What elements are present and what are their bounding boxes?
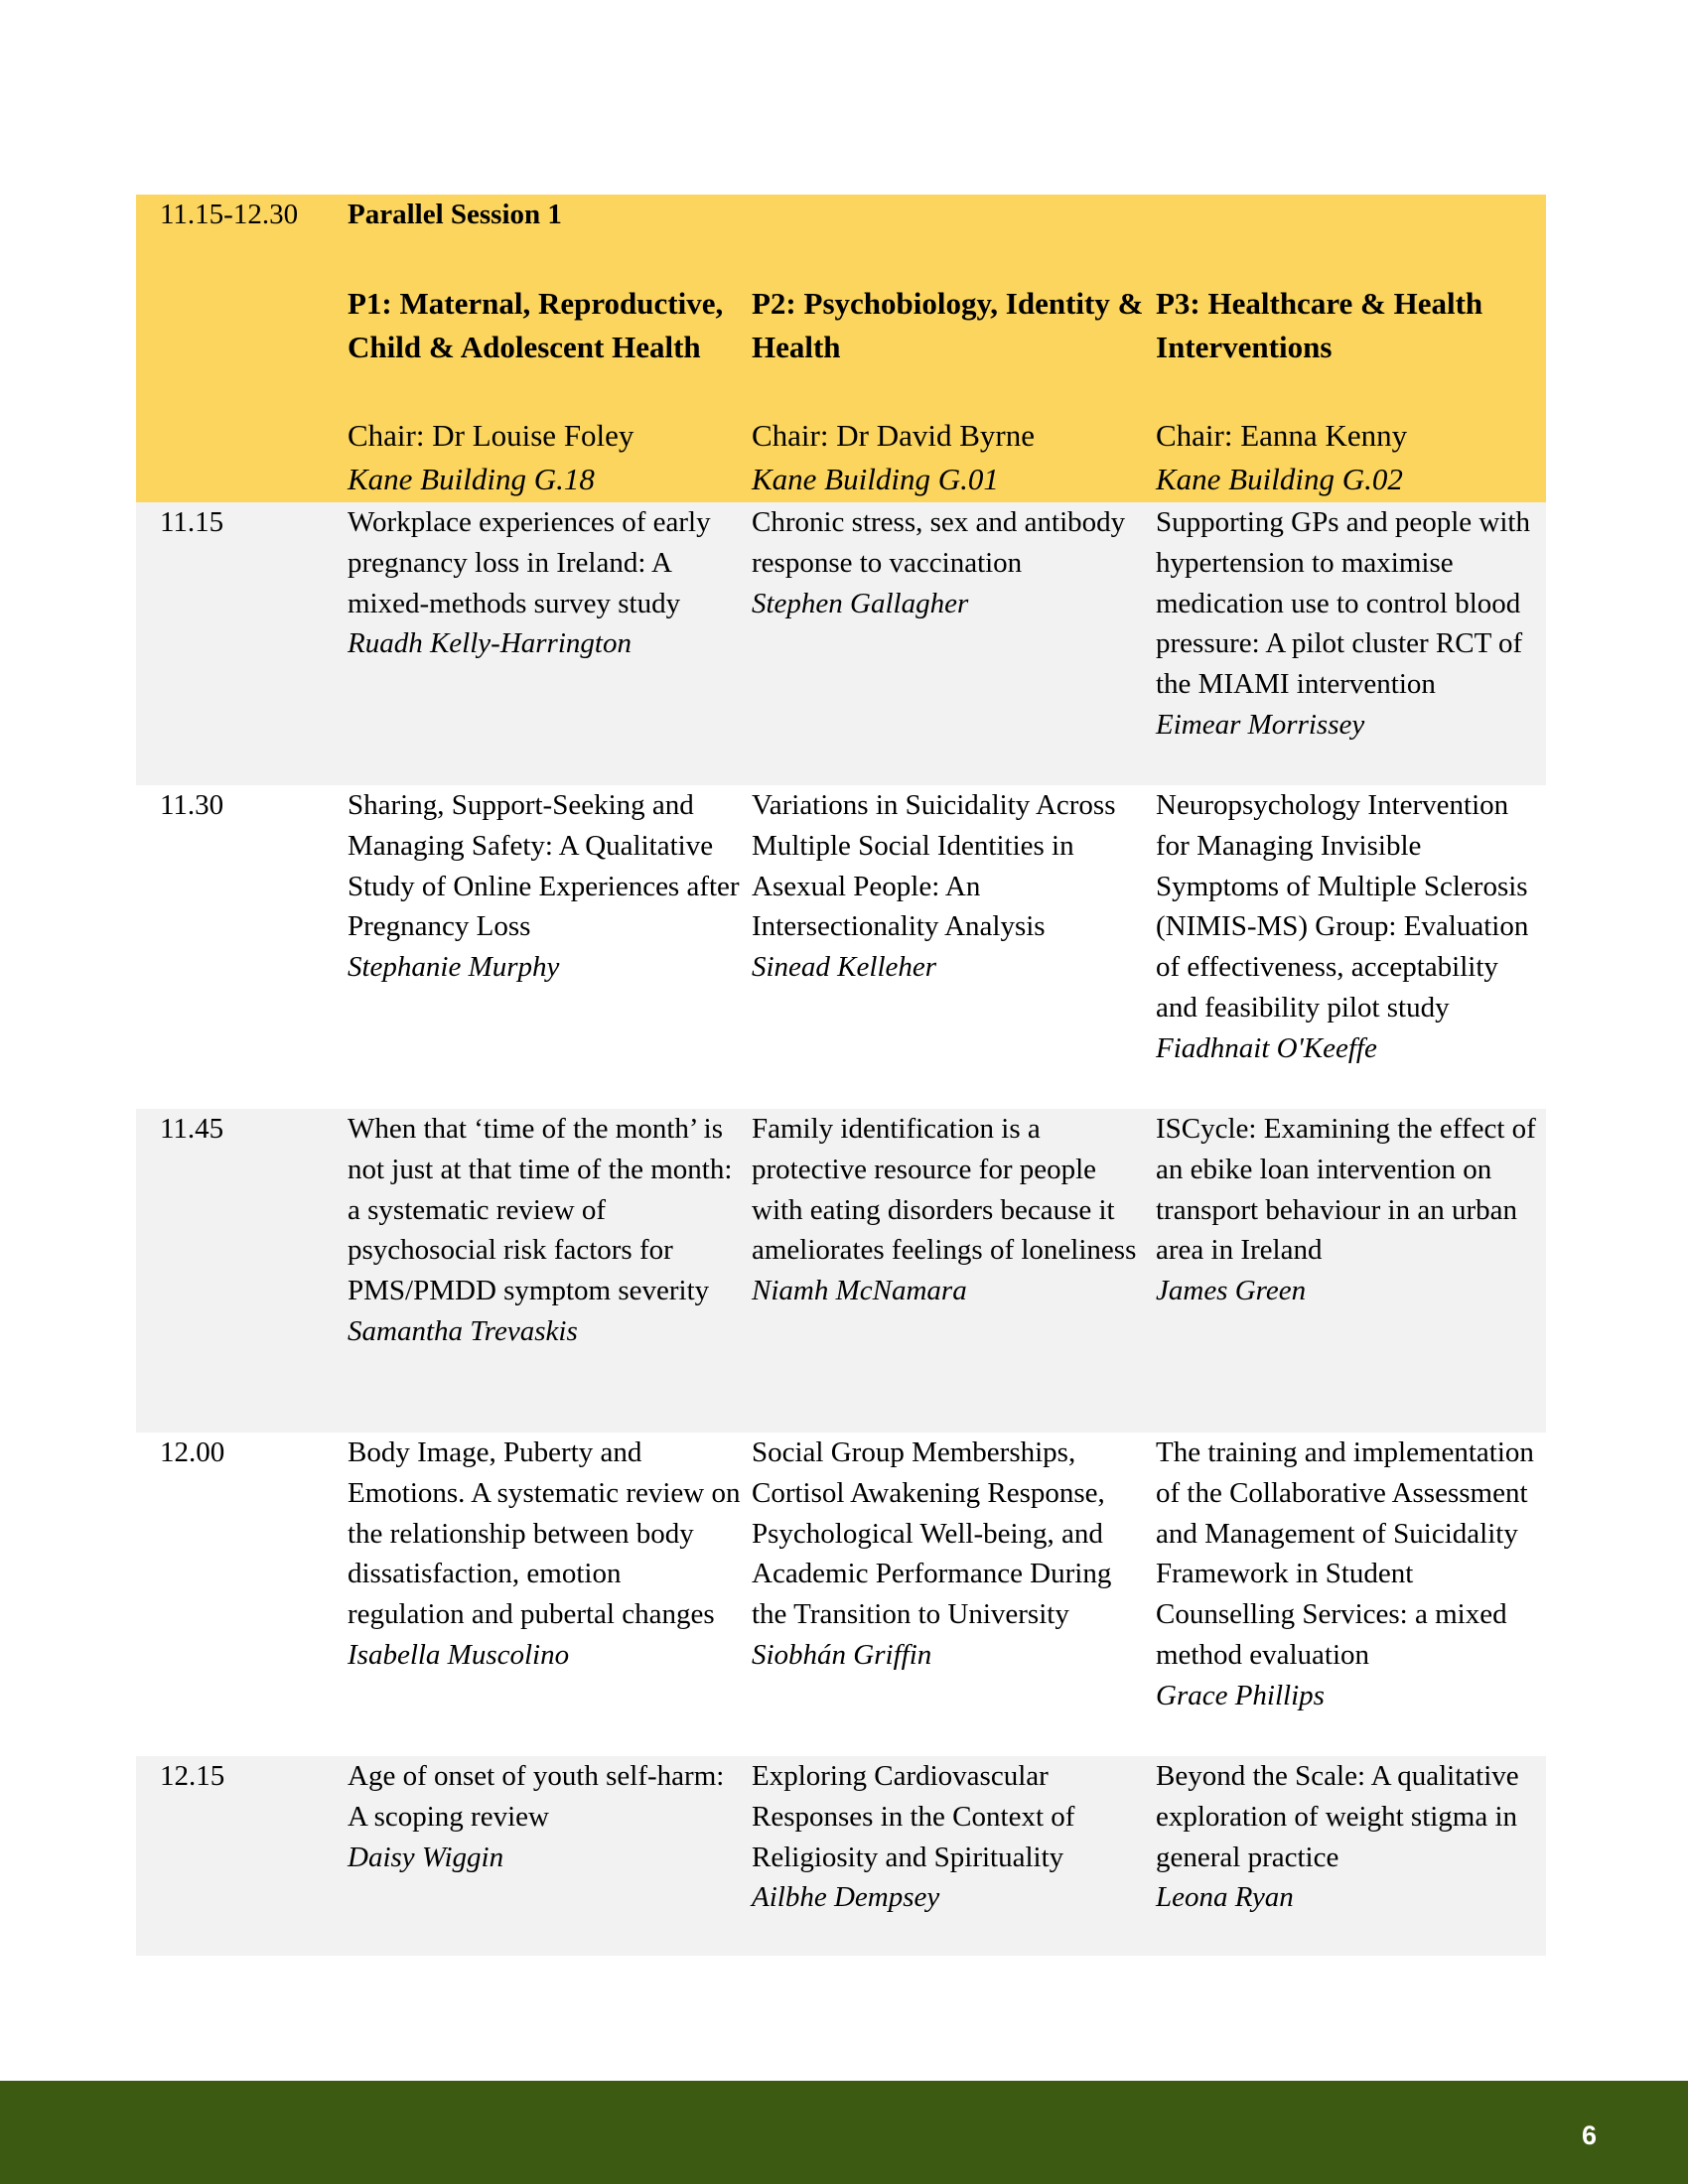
talk-title: Social Group Memberships, Cortisol Awakening Response, Psychological Well-being, and Academic Performance During the Transition to University xyxy=(752,1436,1112,1631)
talk-title: The training and implementation of the Collaborative Assessment and Management of Suicidality Framework in Student Counselling Services: a mixed method evaluation xyxy=(1156,1436,1534,1671)
talk-author: Samantha Trevaskis xyxy=(348,1314,578,1347)
track-title-p2: P2: Psychobiology, Identity & Health xyxy=(752,286,1144,364)
talk-author: Leona Ryan xyxy=(1156,1881,1294,1914)
talk-title: Exploring Cardiovascular Responses in the Context of Religiosity and Spirituality xyxy=(752,1760,1075,1873)
programme-table xyxy=(136,195,1546,1956)
slot-time: 11.15 xyxy=(160,506,224,538)
talk-author: Ruadh Kelly-Harrington xyxy=(348,627,632,660)
session-header xyxy=(136,195,1546,502)
talk-title: Family identification is a protective resource for people with eating disorders because it ameliorates feelings of loneliness xyxy=(752,1113,1137,1267)
talk-author: Fiadhnait O'Keeffe xyxy=(1156,1031,1377,1064)
talk-cell xyxy=(1156,1756,1543,1918)
talk-title: Sharing, Support-Seeking and Managing Safety: A Qualitative Study of Online Experiences after Pregnancy Loss xyxy=(348,789,740,943)
track-room-p1: Kane Building G.18 xyxy=(348,462,595,496)
talk-cell xyxy=(348,502,745,664)
talk-title: When that ‘time of the month’ is not just at that time of the month: a systematic review of psychosocial risk factors for PMS/PMDD symptom severity xyxy=(348,1113,733,1307)
track-title-p1: P1: Maternal, Reproductive, Child & Adolescent Health xyxy=(348,286,724,364)
talk-cell xyxy=(752,785,1149,988)
talk-author: Eimear Morrissey xyxy=(1156,708,1365,741)
table-row xyxy=(136,1756,1546,1956)
talk-cell xyxy=(348,1756,745,1877)
slot-time: 11.45 xyxy=(160,1113,224,1145)
track-chair-p2: Chair: Dr David Byrne xyxy=(752,418,1035,453)
talk-cell xyxy=(752,1756,1149,1918)
session-time: 11.15-12.30 xyxy=(160,199,299,230)
talk-cell xyxy=(348,1433,745,1676)
talk-title: Neuropsychology Intervention for Managing Invisible Symptoms of Multiple Sclerosis (NIMIS-MS) Group: Evaluation of effectiveness, acceptability and feasibility pilot study xyxy=(1156,789,1529,1024)
talk-cell xyxy=(348,785,745,988)
talk-cell xyxy=(1156,502,1543,746)
table-row xyxy=(136,785,1546,1109)
talk-cell xyxy=(1156,1109,1543,1311)
track-title-p3: P3: Healthcare & Health Interventions xyxy=(1156,286,1483,364)
talk-title: ISCycle: Examining the effect of an ebike loan intervention on transport behaviour in an urban area in Ireland xyxy=(1156,1113,1536,1267)
table-row xyxy=(136,1109,1546,1433)
track-chair-p1: Chair: Dr Louise Foley xyxy=(348,418,634,453)
talk-author: Ailbhe Dempsey xyxy=(752,1881,940,1914)
track-room-p2: Kane Building G.01 xyxy=(752,462,999,496)
table-row xyxy=(136,1433,1546,1756)
talk-author: James Green xyxy=(1156,1275,1307,1307)
page-number: 6 xyxy=(1581,2120,1597,2150)
talk-title: Beyond the Scale: A qualitative exploration of weight stigma in general practice xyxy=(1156,1760,1519,1873)
talk-title: Variations in Suicidality Across Multiple Social Identities in Asexual People: An Intersectionality Analysis xyxy=(752,789,1116,943)
talk-author: Siobhán Griffin xyxy=(752,1638,932,1671)
slot-time: 12.00 xyxy=(160,1436,225,1468)
page-footer xyxy=(0,2081,1688,2184)
talk-author: Niamh McNamara xyxy=(752,1275,967,1307)
session-title: Parallel Session 1 xyxy=(348,199,562,230)
talk-author: Stephen Gallagher xyxy=(752,587,969,619)
talk-cell xyxy=(752,502,1149,623)
talk-author: Grace Phillips xyxy=(1156,1679,1325,1711)
talk-author: Daisy Wiggin xyxy=(348,1841,504,1873)
talk-title: Workplace experiences of early pregnancy loss in Ireland: A mixed-methods survey study xyxy=(348,506,711,619)
slot-time: 11.30 xyxy=(160,789,224,821)
talk-author: Isabella Muscolino xyxy=(348,1638,570,1671)
talk-title: Chronic stress, sex and antibody response to vaccination xyxy=(752,506,1126,579)
talk-title: Age of onset of youth self-harm: A scoping review xyxy=(348,1760,725,1833)
talk-author: Stephanie Murphy xyxy=(348,951,560,984)
track-chair-p3: Chair: Eanna Kenny xyxy=(1156,418,1408,453)
slot-time: 12.15 xyxy=(160,1760,225,1792)
track-room-p3: Kane Building G.02 xyxy=(1156,462,1403,496)
talk-title: Supporting GPs and people with hypertension to maximise medication use to control blood pressure: A pilot cluster RCT of the MIAMI intervention xyxy=(1156,506,1530,701)
talk-cell xyxy=(348,1109,745,1352)
talk-cell xyxy=(1156,1433,1543,1716)
talk-author: Sinead Kelleher xyxy=(752,951,937,984)
talk-cell xyxy=(752,1109,1149,1311)
table-row xyxy=(136,502,1546,785)
talk-title: Body Image, Puberty and Emotions. A systematic review on the relationship between body dissatisfaction, emotion regulation and pubertal changes xyxy=(348,1436,741,1631)
talk-cell xyxy=(1156,785,1543,1069)
talk-cell xyxy=(752,1433,1149,1676)
